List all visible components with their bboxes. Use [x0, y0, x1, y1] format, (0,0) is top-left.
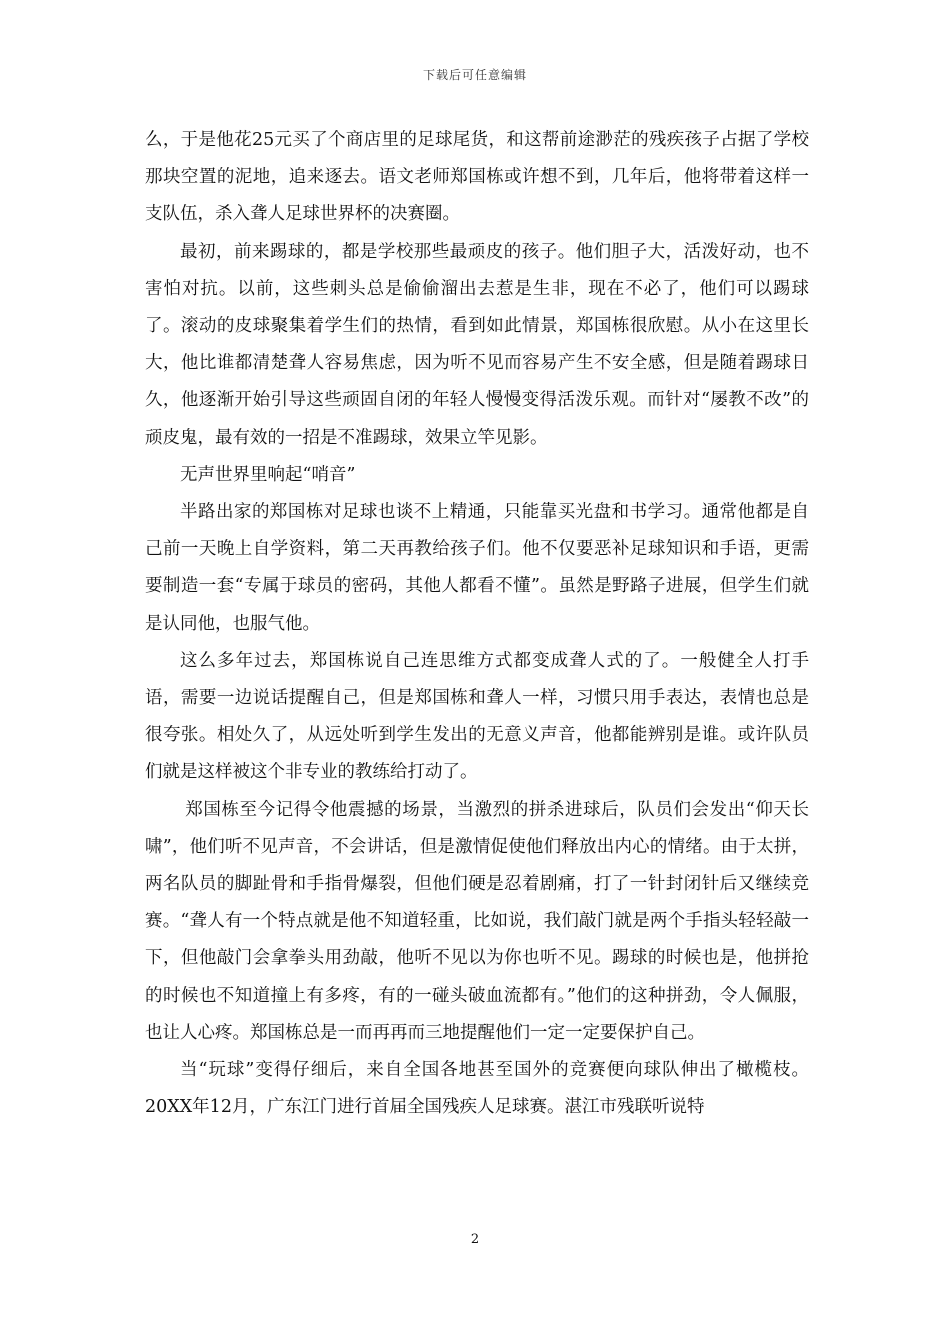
- paragraph: 最初，前来踢球的，都是学校那些最顽皮的孩子。他们胆子大，活泼好动，也不害怕对抗。以前，这些刺头总是偷偷溜出去惹是生非，现在不必了，他们可以踢球了。滚动的皮球聚集着学生们的热情，看到如此情景，郑国栋很欣慰。从小在这里长大，他比谁都清楚聋人容易焦虑，因为听不见而容易产生不安全感，但是随着踢球日久，他逐渐开始引导这些顽固自闭的年轻人慢慢变得活泼乐观。而针对“屡教不改”的顽皮鬼，最有效的一招是不准踢球，效果立竿见影。: [145, 241, 809, 448]
- paragraph: 这么多年过去，郑国栋说自己连思维方式都变成聋人式的了。一般健全人打手语，需要一边说话提醒自己，但是郑国栋和聋人一样，习惯只用手表达，表情也总是很夸张。相处久了，从远处听到学生发出的无意义声音，他都能辨别是谁。或许队员们就是这样被这个非专业的教练给打动了。: [145, 650, 809, 783]
- paragraph-continuation: 么，于是他花25元买了个商店里的足球尾货，和这帮前途渺茫的残疾孩子占据了学校那块空置的泥地，追来逐去。语文老师郑国栋或许想不到，几年后，他将带着这样一支队伍，杀入聋人足球世界杯的决赛圈。: [145, 130, 809, 225]
- paragraph: 当“玩球”变得仔细后，来自全国各地甚至国外的竞赛便向球队伸出了橄榄枝。20XX年12月，广东江门进行首届全国残疾人足球赛。湛江市残联听说特: [145, 1060, 809, 1118]
- paragraph: 郑国栋至今记得令他震撼的场景，当激烈的拼杀进球后，队员们会发出“仰天长啸”，他们听不见声音，不会讲话，但是激情促使他们释放出内心的情绪。由于太拼，两名队员的脚趾骨和手指骨爆裂，但他们硬是忍着剧痛，打了一针封闭针后又继续竞赛。“聋人有一个特点就是他不知道轻重，比如说，我们敲门就是两个手指头轻轻敲一下，但他敲门会拿拳头用劲敲，他听不见以为你也听不见。踢球的时候也是，他拼抢的时候也不知道撞上有多疼，有的一碰头破血流都有。”他们的这种拼劲，令人佩服，也让人心疼。郑国栋总是一而再再而三地提醒他们一定一定要保护自己。: [145, 799, 809, 1043]
- page-header: 下载后可任意编辑: [422, 68, 527, 82]
- paragraph: 半路出家的郑国栋对足球也谈不上精通，只能靠买光盘和书学习。通常他都是自己前一天晚上自学资料，第二天再教给孩子们。他不仅要恶补足球知识和手语，更需要制造一套“专属于球员的密码，其他人都看不懂”。虽然是野路子进展，但学生们就是认同他，也服气他。: [145, 502, 809, 634]
- article-body: [145, 122, 809, 1126]
- page-number: 2: [470, 1232, 480, 1247]
- section-heading: 无声世界里响起“哨音”: [180, 464, 356, 485]
